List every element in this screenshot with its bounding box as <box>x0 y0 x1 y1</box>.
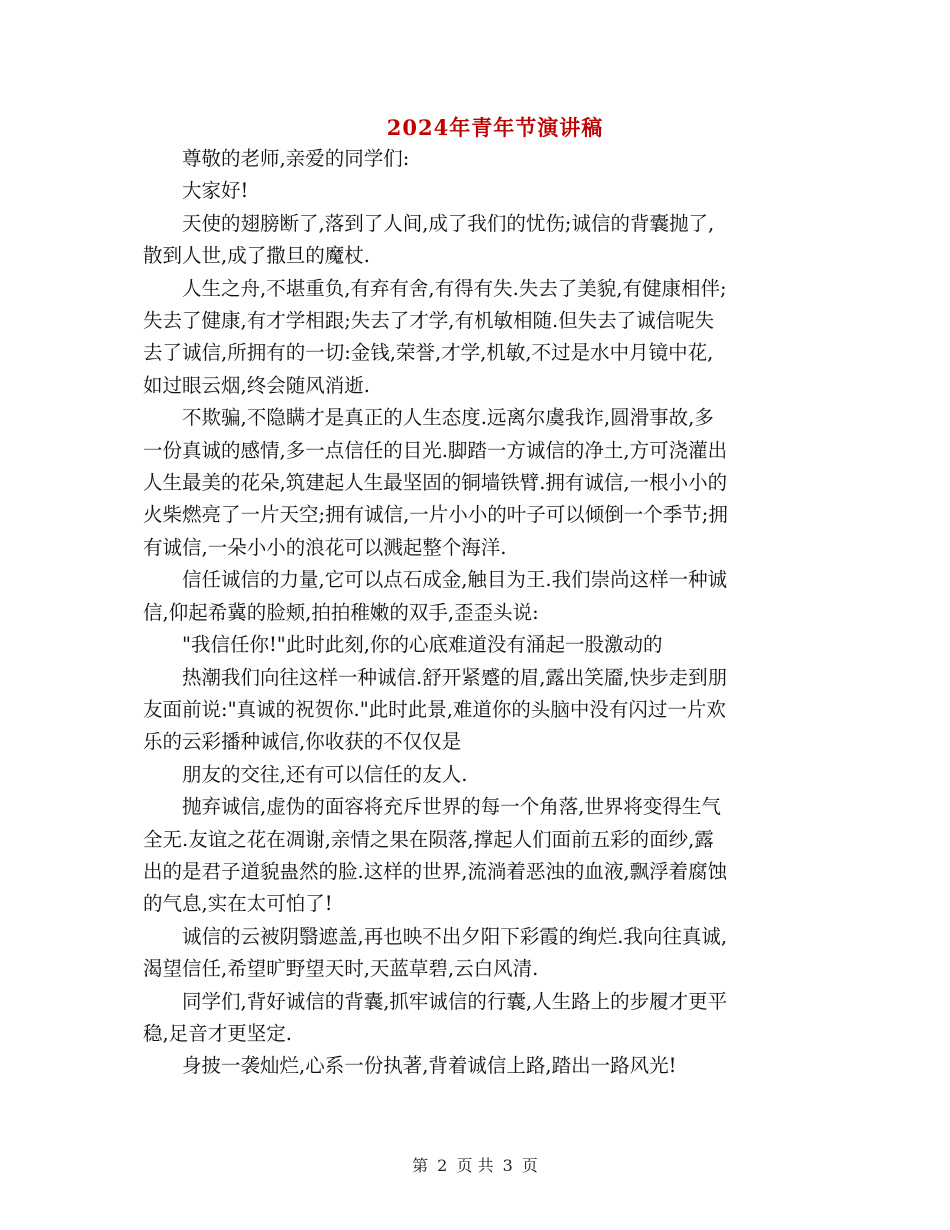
text-line: 抛弃诚信,虚伪的面容将充斥世界的每一个角落,世界将变得生气 <box>182 795 721 819</box>
text-line: 火柴燃亮了一片天空;拥有诚信,一片小小的叶子可以倾倒一个季节;拥 <box>143 503 728 527</box>
footer-total-pages: 3 <box>502 1156 513 1175</box>
page-footer <box>0 1153 950 1176</box>
text-line: 身披一袭灿烂,心系一份执著,背着诚信上路,踏出一路风光! <box>182 1054 677 1078</box>
text-line: 大家好! <box>182 179 249 203</box>
footer-suffix: 页 <box>521 1156 538 1175</box>
footer-prefix: 第 <box>412 1156 429 1175</box>
text-line: 人生之舟,不堪重负,有弃有舍,有得有失.失去了美貌,有健康相伴; <box>182 276 727 300</box>
text-line: 出的是君子道貌蛊然的脸.这样的世界,流淌着恶浊的血液,飘浮着腐蚀 <box>143 859 728 883</box>
document-body <box>143 143 803 1083</box>
text-line: "我信任你!"此时此刻,你的心底难道没有涌起一股激动的 <box>182 633 663 657</box>
text-line: 去了诚信,所拥有的一切:金钱,荣誉,才学,机敏,不过是水中月镜中花, <box>143 341 714 365</box>
footer-page-number: 2 <box>437 1156 448 1175</box>
text-line: 人生最美的花朵,筑建起人生最坚固的铜墙铁臂.拥有诚信,一根小小的 <box>143 471 728 495</box>
text-line: 的气息,实在太可怕了! <box>143 892 333 916</box>
text-line: 尊敬的老师,亲爱的同学们: <box>182 147 410 170</box>
text-line: 乐的云彩播种诚信,你收获的不仅仅是 <box>143 730 462 754</box>
text-line: 信任诚信的力量,它可以点石成金,触目为王.我们崇尚这样一种诚 <box>182 568 728 592</box>
text-line: 散到人世,成了撒旦的魔杖. <box>143 244 370 268</box>
text-line: 如过眼云烟,终会随风消逝. <box>143 373 370 397</box>
text-line: 全无.友谊之花在凋谢,亲情之果在陨落,撑起人们面前五彩的面纱,露 <box>143 827 714 851</box>
text-line: 一份真诚的感情,多一点信任的目光.脚踏一方诚信的净土,方可浇灌出 <box>143 438 728 462</box>
text-line: 失去了健康,有才学相跟;失去了才学,有机敏相随.但失去了诚信呢失 <box>143 309 715 333</box>
text-line: 有诚信,一朵小小的浪花可以溅起整个海洋. <box>143 535 507 559</box>
text-line: 同学们,背好诚信的背囊,抓牢诚信的行囊,人生路上的步履才更平 <box>182 989 728 1013</box>
text-line: 友面前说:"真诚的祝贺你."此时此景,难道你的头脑中没有闪过一片欢 <box>143 697 726 721</box>
document-title: 2024年青年节演讲稿 <box>386 115 604 140</box>
text-line: 朋友的交往,还有可以信任的友人. <box>182 762 468 786</box>
text-line: 不欺骗,不隐瞒才是真正的人生态度.远离尔虞我诈,圆滑事故,多 <box>182 406 714 430</box>
text-line: 稳,足音才更坚定. <box>143 1021 292 1045</box>
text-line: 诚信的云被阴翳遮盖,再也映不出夕阳下彩霞的绚烂.我向往真诚, <box>182 924 728 948</box>
footer-middle: 页 共 <box>456 1156 494 1175</box>
text-line: 天使的翅膀断了,落到了人间,成了我们的忧伤;诚信的背囊抛了, <box>182 211 715 235</box>
text-line: 信,仰起希冀的脸颊,拍拍稚嫩的双手,歪歪头说: <box>143 600 539 624</box>
text-line: 热潮我们向往这样一种诚信.舒开紧蹙的眉,露出笑靥,快步走到朋 <box>182 665 728 689</box>
text-line: 渴望信任,希望旷野望天时,天蓝草碧,云白风清. <box>143 957 539 981</box>
